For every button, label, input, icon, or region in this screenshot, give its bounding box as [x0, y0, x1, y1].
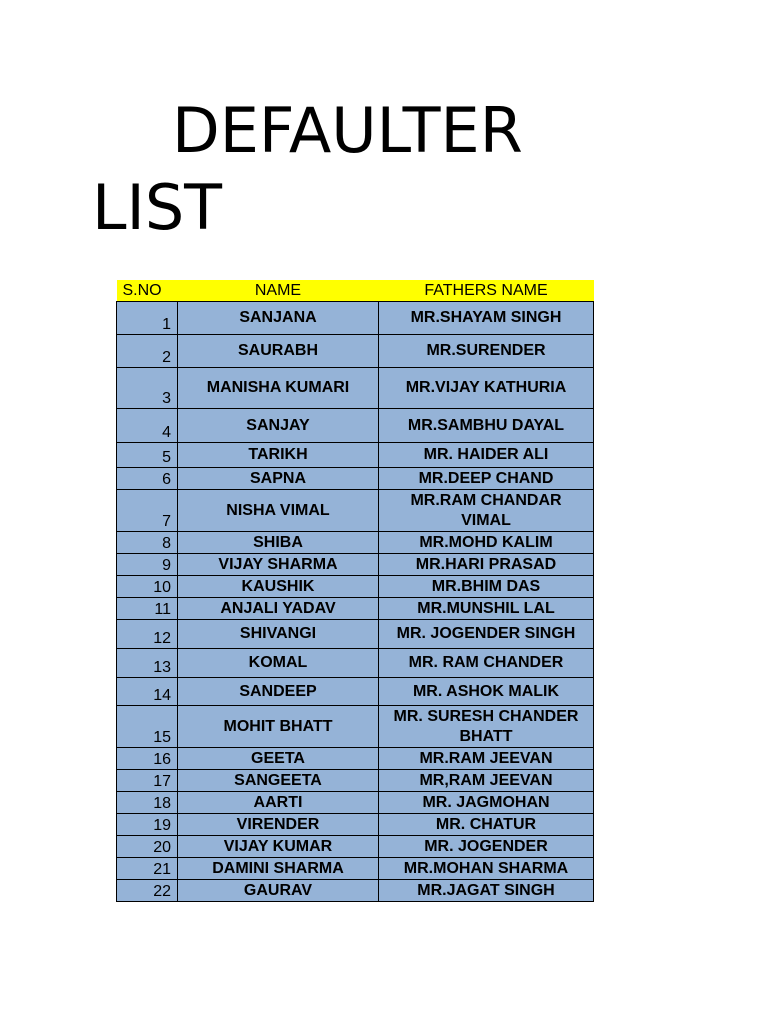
- cell-fathers-name: MR.DEEP CHAND: [379, 468, 594, 490]
- cell-sno: 18: [117, 792, 178, 814]
- cell-sno: 15: [117, 706, 178, 748]
- table-row: [117, 649, 594, 678]
- cell-fathers-name: MR.JAGAT SINGH: [379, 880, 594, 902]
- table-row: [117, 576, 594, 598]
- column-header-sno: S.NO: [117, 280, 178, 302]
- table-row: [117, 678, 594, 706]
- page-title-line-2: LIST: [92, 171, 223, 244]
- cell-name: VIRENDER: [178, 814, 379, 836]
- cell-name: NISHA VIMAL: [178, 490, 379, 532]
- table-row: [117, 335, 594, 368]
- cell-fathers-name: MR.MOHAN SHARMA: [379, 858, 594, 880]
- cell-name: MANISHA KUMARI: [178, 368, 379, 409]
- cell-sno: 5: [117, 443, 178, 468]
- cell-sno: 2: [117, 335, 178, 368]
- cell-fathers-name: MR. CHATUR: [379, 814, 594, 836]
- cell-fathers-name: MR. RAM CHANDER: [379, 649, 594, 678]
- cell-fathers-name: MR.SURENDER: [379, 335, 594, 368]
- cell-fathers-name: MR.BHIM DAS: [379, 576, 594, 598]
- cell-sno: 17: [117, 770, 178, 792]
- table-row: [117, 770, 594, 792]
- defaulter-table: [116, 280, 594, 902]
- table-row: [117, 368, 594, 409]
- table-row: [117, 490, 594, 532]
- cell-sno: 8: [117, 532, 178, 554]
- cell-sno: 16: [117, 748, 178, 770]
- cell-name: DAMINI SHARMA: [178, 858, 379, 880]
- cell-sno: 14: [117, 678, 178, 706]
- cell-name: GEETA: [178, 748, 379, 770]
- cell-sno: 6: [117, 468, 178, 490]
- cell-name: SAURABH: [178, 335, 379, 368]
- cell-fathers-name: MR.MOHD KALIM: [379, 532, 594, 554]
- cell-name: MOHIT BHATT: [178, 706, 379, 748]
- table-row: [117, 792, 594, 814]
- cell-fathers-name: MR.SAMBHU DAYAL: [379, 409, 594, 443]
- table-row: [117, 748, 594, 770]
- cell-name: SHIBA: [178, 532, 379, 554]
- cell-sno: 13: [117, 649, 178, 678]
- cell-name: KOMAL: [178, 649, 379, 678]
- column-header-fathers-name: FATHERS NAME: [379, 280, 594, 302]
- cell-sno: 3: [117, 368, 178, 409]
- cell-fathers-name: MR.HARI PRASAD: [379, 554, 594, 576]
- table-header: [117, 280, 594, 302]
- cell-fathers-name: MR.VIJAY KATHURIA: [379, 368, 594, 409]
- cell-name: SANJAY: [178, 409, 379, 443]
- table-row: [117, 814, 594, 836]
- cell-sno: 19: [117, 814, 178, 836]
- cell-fathers-name: MR. ASHOK MALIK: [379, 678, 594, 706]
- cell-fathers-name: MR.RAM CHANDAR VIMAL: [379, 490, 594, 532]
- cell-fathers-name: MR. HAIDER ALI: [379, 443, 594, 468]
- cell-fathers-name: MR. JAGMOHAN: [379, 792, 594, 814]
- cell-name: SAPNA: [178, 468, 379, 490]
- cell-name: SANJANA: [178, 302, 379, 335]
- cell-sno: 9: [117, 554, 178, 576]
- cell-sno: 21: [117, 858, 178, 880]
- table-row: [117, 554, 594, 576]
- table-row: [117, 858, 594, 880]
- table-body: [117, 302, 594, 902]
- cell-sno: 1: [117, 302, 178, 335]
- cell-sno: 22: [117, 880, 178, 902]
- table-row: [117, 409, 594, 443]
- cell-sno: 20: [117, 836, 178, 858]
- table-row: [117, 532, 594, 554]
- cell-sno: 10: [117, 576, 178, 598]
- cell-fathers-name: MR. JOGENDER SINGH: [379, 620, 594, 649]
- cell-fathers-name: MR.MUNSHIL LAL: [379, 598, 594, 620]
- cell-name: GAURAV: [178, 880, 379, 902]
- table-row: [117, 880, 594, 902]
- cell-fathers-name: MR. SURESH CHANDER BHATT: [379, 706, 594, 748]
- cell-name: VIJAY SHARMA: [178, 554, 379, 576]
- cell-name: TARIKH: [178, 443, 379, 468]
- cell-sno: 4: [117, 409, 178, 443]
- table-row: [117, 598, 594, 620]
- table-header-row: [117, 280, 594, 302]
- cell-fathers-name: MR,RAM JEEVAN: [379, 770, 594, 792]
- cell-sno: 12: [117, 620, 178, 649]
- cell-sno: 7: [117, 490, 178, 532]
- cell-fathers-name: MR.SHAYAM SINGH: [379, 302, 594, 335]
- table-row: [117, 468, 594, 490]
- cell-name: ANJALI YADAV: [178, 598, 379, 620]
- cell-name: SHIVANGI: [178, 620, 379, 649]
- table-row: [117, 443, 594, 468]
- cell-name: AARTI: [178, 792, 379, 814]
- table-row: [117, 836, 594, 858]
- cell-fathers-name: MR.RAM JEEVAN: [379, 748, 594, 770]
- table-row: [117, 302, 594, 335]
- cell-name: KAUSHIK: [178, 576, 379, 598]
- cell-sno: 11: [117, 598, 178, 620]
- column-header-name: NAME: [178, 280, 379, 302]
- table-row: [117, 706, 594, 748]
- table-row: [117, 620, 594, 649]
- page-title: [92, 92, 523, 246]
- cell-fathers-name: MR. JOGENDER: [379, 836, 594, 858]
- page-title-line-1: DEFAULTER: [172, 94, 523, 167]
- cell-name: SANGEETA: [178, 770, 379, 792]
- cell-name: SANDEEP: [178, 678, 379, 706]
- cell-name: VIJAY KUMAR: [178, 836, 379, 858]
